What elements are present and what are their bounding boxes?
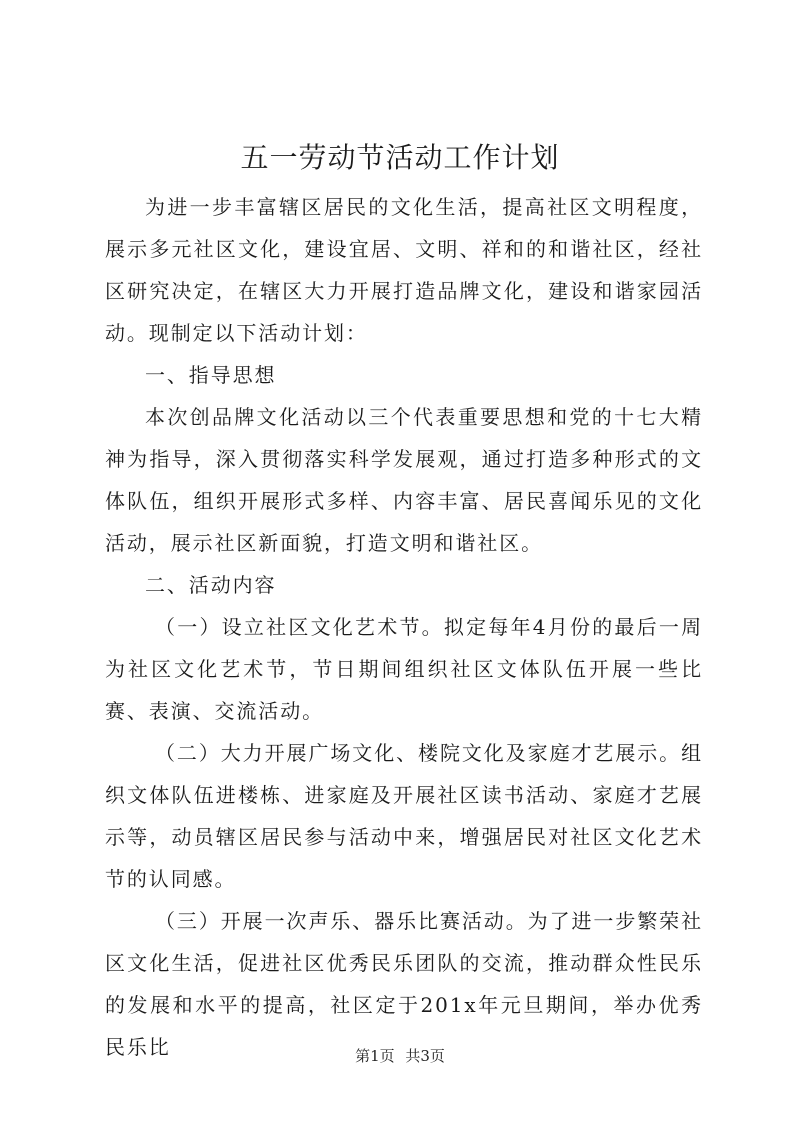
document-title: 五一劳动节活动工作计划 [240,141,560,174]
section-heading-guiding-ideology: 一、指导思想 [145,363,277,387]
page-total: 共3页 [405,1047,445,1065]
activity-item-2: （二）大力开展广场文化、楼院文化及家庭才艺展示。组织文体队伍进楼栋、进家庭及开展社区读书活动、家庭才艺展示等，动员辖区居民参与活动中来，增强居民对社区文化艺术节的认同感。 [105,741,703,891]
intro-paragraph: 为进一步丰富辖区居民的文化生活，提高社区文明程度，展示多元社区文化，建设宜居、文明、祥和的和谐社区，经社区研究决定，在辖区大力开展打造品牌文化，建设和谐家园活动。现制定以下活动计划： [105,195,703,345]
activity-item-1: （一）设立社区文化艺术节。拟定每年4月份的最后一周为社区文化艺术节，节日期间组织社区文体队伍开展一些比赛、表演、交流活动。 [105,615,703,723]
document-body [105,186,703,1068]
page-footer [0,1046,800,1066]
page-number: 第1页 [355,1047,395,1065]
section-heading-activity-content: 二、活动内容 [145,573,277,597]
activity-item-3: （三）开展一次声乐、器乐比赛活动。为了进一步繁荣社区文化生活，促进社区优秀民乐团队的交流，推动群众性民乐的发展和水平的提高，社区定于201x年元旦期间，举办优秀民乐比 [105,909,703,1059]
guiding-ideology-paragraph: 本次创品牌文化活动以三个代表重要思想和党的十七大精神为指导，深入贯彻落实科学发展观，通过打造多种形式的文体队伍，组织开展形式多样、内容丰富、居民喜闻乐见的文化活动，展示社区新面貌，打造文明和谐社区。 [105,405,703,555]
